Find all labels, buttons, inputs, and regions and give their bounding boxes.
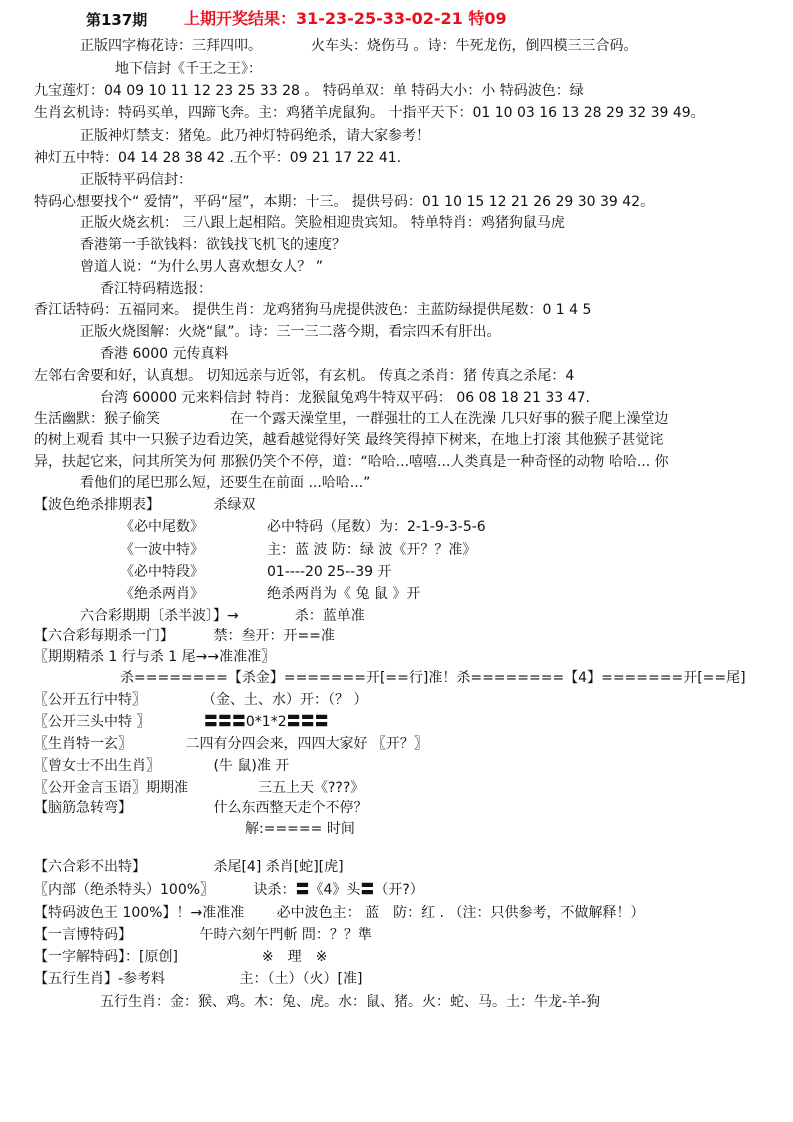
text-line: 【六合彩每期杀一门】 禁：叁开：开==准 xyxy=(34,628,335,644)
text-line: 生肖玄机诗：特码买单，四蹄飞奔。主：鸡猪羊虎鼠狗。 十指平天下：01 10 03 16 13 28 29 32 39 49。 xyxy=(34,105,705,121)
text-line: 〖期期精杀 1 行与杀 1 尾→→准准准〗 xyxy=(34,649,276,665)
text-line: 左邻右舍要和好，认真想。 切知远亲与近邻，有玄机。 传真之杀肖：猪 传真之杀尾：4 xyxy=(34,368,575,384)
text-line: 五行生肖：金：猴、鸡。木：兔、虎。水：鼠、猪。火：蛇、马。土：牛龙-羊-狗 xyxy=(100,994,601,1010)
text-line: 〖公开三头中特 〗 〓〓〓0*1*2〓〓〓 xyxy=(34,714,329,730)
text-line: 【波色绝杀排期表】 杀绿双 xyxy=(34,497,256,513)
text-line: 【五行生肖】-参考料 主：（土）（火）[准] xyxy=(34,971,363,987)
text-line: 生活幽默：猴子偷笑 在一个露天澡堂里，一群强壮的工人在洗澡 几只好事的猴子爬上澡堂边 xyxy=(34,411,669,427)
text-line: 香港第一手欲钱料：欲钱找飞机飞的速度？ xyxy=(80,237,346,253)
text-line: 杀========【杀金】=======开[==行]准！杀========【4】=======开[==尾] xyxy=(120,670,746,686)
text-line: 正版火烧图解：火烧“鼠”。诗：三一三二落今期，看宗四禾有肝出。 xyxy=(80,324,501,340)
text-line: 〖公开五行中特〗 （金、土、水）开：（？ ） xyxy=(34,692,368,708)
text-line: 九宝莲灯：04 09 10 11 12 23 25 33 28 。 特码单双：单 特码大小：小 特码波色：绿 xyxy=(34,83,584,99)
text-line: 正版神灯禁支：猪兔。此乃神灯特码绝杀，请大家参考！ xyxy=(80,128,430,144)
text-line: 香港 6000 元传真料 xyxy=(100,346,229,362)
text-line: 【特码波色王 100%】！→准准准 必中波色主： 蓝 防：红 . （注：只供参考，不做解释！） xyxy=(34,905,645,921)
text-line: 香江话特码：五福同来。 提供生肖：龙鸡猪狗马虎提供波色：主蓝防绿提供尾数：0 1 4 5 xyxy=(34,302,592,318)
text-line: 〖曾女士不出生肖〗 (牛 鼠)准 开 xyxy=(34,758,290,774)
text-line: 地下信封《千王之王》： xyxy=(115,61,262,77)
text-line: 《绝杀两肖》 绝杀两肖为《 兔 鼠 》开 xyxy=(120,586,421,602)
text-line: 台湾 60000 元来料信封 特肖：龙猴鼠兔鸡牛特双平码： 06 08 18 21 33 47. xyxy=(100,390,590,406)
text-line: 〖公开金言玉语〗期期准 三五上天《???》 xyxy=(34,780,365,796)
last-result-headline: 上期开奖结果：31-23-25-33-02-21 特09 xyxy=(184,9,507,28)
text-line: 《必中尾数》 必中特码（尾数）为：2-1-9-3-5-6 xyxy=(120,519,486,535)
text-line: 神灯五中特：04 14 28 38 42 .五个平：09 21 17 22 41. xyxy=(34,150,402,166)
text-line: 《必中特段》 01----20 25--39 开 xyxy=(120,564,392,580)
text-line: 《一波中特》 主：蓝 波 防：绿 波《开？？准》 xyxy=(120,542,477,558)
text-line: 正版火烧玄机： 三八跟上起相陪。笑脸相迎贵宾知。 特单特肖：鸡猪狗鼠马虎 xyxy=(80,215,565,231)
text-line: 特码心想要找个“ 爱情”，平码“屋”，本期：十三。 提供号码：01 10 15 12 21 26 29 30 39 42。 xyxy=(34,194,655,210)
text-line: 〖生肖特一玄〗 二四有分四会来，四四大家好 〖开？〗 xyxy=(34,736,428,752)
text-line: 正版四字梅花诗：三拜四叩。 火车头：烧伤马 。诗：牛死龙伤，倒四模三三合码。 xyxy=(80,38,638,54)
text-line: 正版特平码信封： xyxy=(80,172,192,188)
text-line: 看他们的尾巴那么短，还要生在前面 ...哈哈...” xyxy=(80,475,371,491)
text-line: 的树上观看 其中一只猴子边看边笑，越看越觉得好笑 最终笑得掉下树来，在地上打滚 其他猴子甚觉诧 xyxy=(34,432,664,448)
text-line: 解:===== 时间 xyxy=(245,821,355,837)
text-line: 六合彩期期〔杀半波〕】→ 杀：蓝单准 xyxy=(80,608,365,624)
text-line: 【脑筋急转弯】 什么东西整天走个不停？ xyxy=(34,800,368,816)
text-line: 香江特码精选报： xyxy=(100,281,212,297)
text-line: 异，扶起它来，问其所笑为何 那猴仍笑个不停，道：“哈哈...嘻嘻...人类真是一种奇怪的动物 哈哈... 你 xyxy=(34,454,669,470)
issue-number: 第137期 xyxy=(86,11,148,29)
text-line: 曾道人说：“为什么男人喜欢想女人？ ” xyxy=(80,259,323,275)
text-line: 〖内部（绝杀特头）100%〗 诀杀：〓《4》头〓（开?） xyxy=(34,882,424,898)
text-line: 【一言博特码】 午時六刻午門斬 問：？？準 xyxy=(34,927,372,943)
text-line: 【六合彩不出特】 杀尾[4] 杀肖[蛇][虎] xyxy=(34,859,344,875)
text-line: 【一字解特码】：[原创] ※ 理 ※ xyxy=(34,949,328,965)
